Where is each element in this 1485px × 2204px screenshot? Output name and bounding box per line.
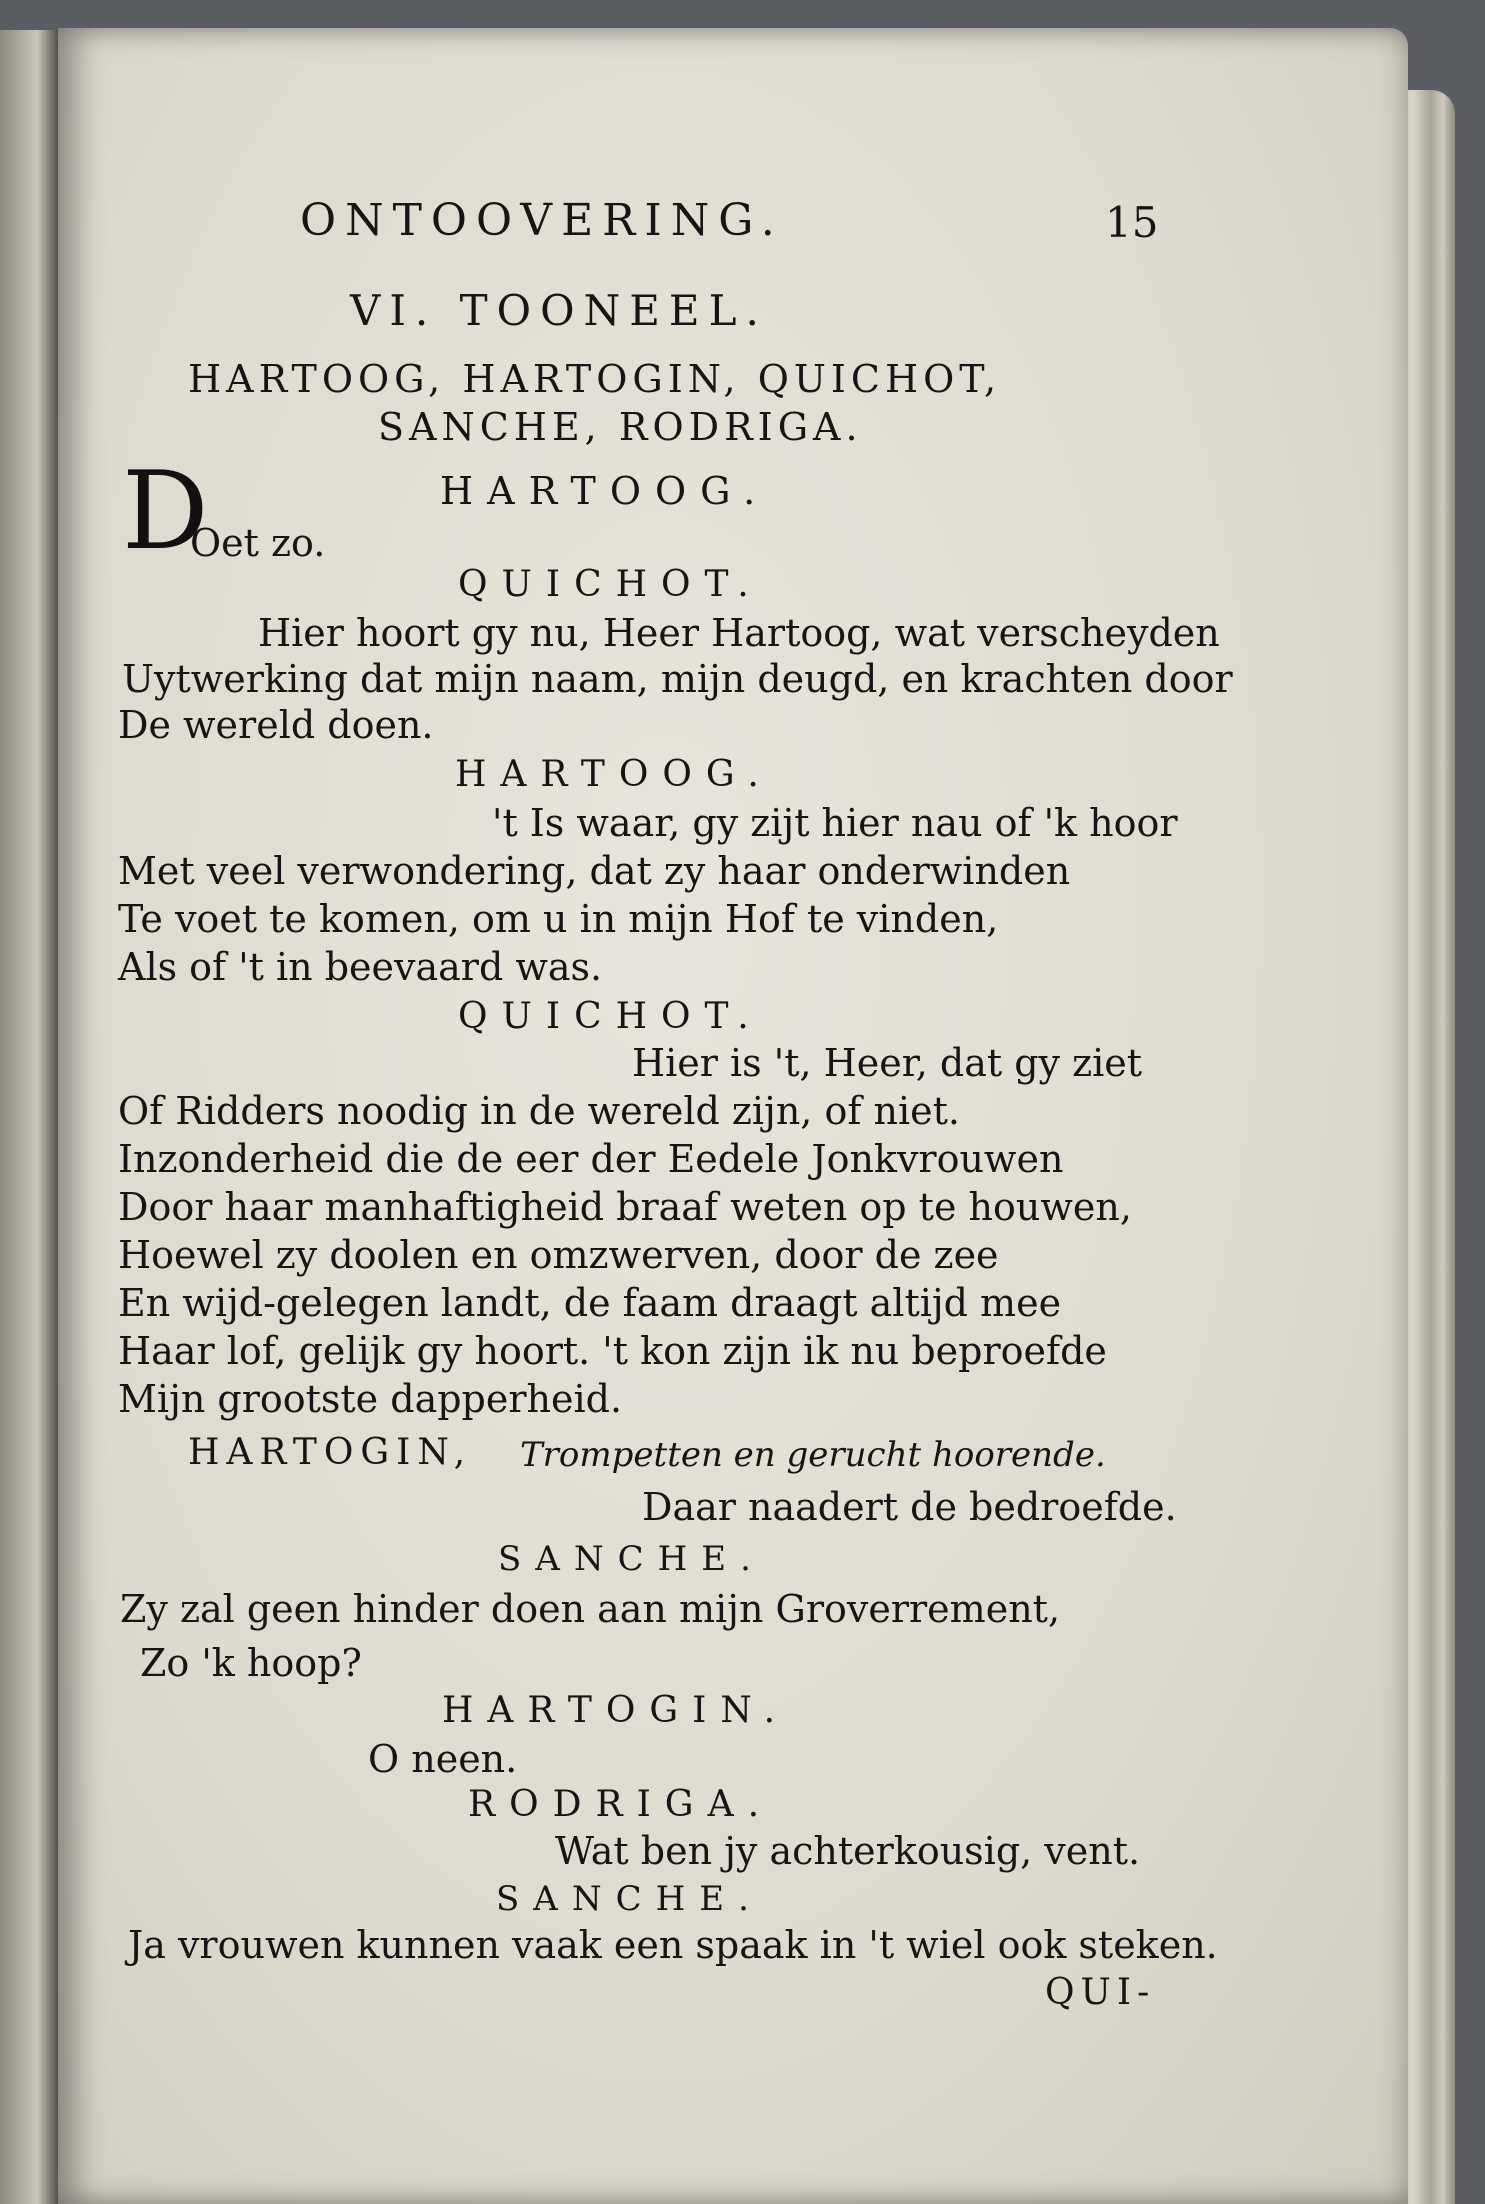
line-3: Uytwerking dat mijn naam, mijn deugd, en krachten door [122,657,1233,701]
line-10: Of Ridders noodig in de wereld zijn, of niet. [118,1089,960,1133]
running-title: ONTOOVERING. [300,195,784,246]
line-1: Oet zo. [190,521,326,565]
line-19: Zo 'k hoop? [140,1641,362,1685]
speaker-rodriga: RODRIGA. [468,1784,774,1825]
characters-line-1: HARTOOG, HARTOGIN, QUICHOT, [188,357,1002,401]
line-7: Te voet te komen, om u in mijn Hof te vinden, [118,897,999,941]
speaker-hartoog: HARTOOG. [440,469,770,513]
scene-title: VI. TOONEEL. [350,286,768,335]
speaker-quichot: QUICHOT. [458,564,763,605]
line-21: Wat ben jy achterkousig, vent. [555,1829,1141,1873]
speaker-hartogin: HARTOGIN. [442,1690,790,1731]
line-11: Inzonderheid die de eer der Eedele Jonkvrouwen [118,1137,1064,1181]
line-6: Met veel verwondering, dat zy haar onderwinden [118,849,1071,893]
page-number: 15 [1105,198,1159,247]
speaker-quichot: QUICHOT. [458,996,763,1037]
characters-line-2: SANCHE, RODRIGA. [378,405,863,449]
line-17: Daar naadert de bedroefde. [642,1485,1177,1529]
line-18: Zy zal geen hinder doen aan mijn Groverrement, [120,1587,1061,1631]
line-9: Hier is 't, Heer, dat gy ziet [632,1041,1143,1085]
line-20: O neen. [368,1737,518,1781]
speaker-hartoog: HARTOOG. [455,754,773,795]
line-5: 't Is waar, gy zijt hier nau of 'k hoor [492,801,1178,845]
line-4: De wereld doen. [118,703,434,747]
catchword: QUI- [1045,1972,1156,2013]
line-16: Mijn grootste dapperheid. [118,1377,623,1421]
speaker-sanche: SANCHE. [498,1539,765,1579]
speaker-sanche: SANCHE. [496,1879,763,1919]
line-22: Ja vrouwen kunnen vaak een spaak in 't wiel ook steken. [128,1923,1218,1967]
stage-direction: Trompetten en gerucht hoorende. [520,1435,1106,1475]
speaker-hartogin: HARTOGIN, [188,1432,473,1473]
drop-cap: D [122,449,209,574]
line-15: Haar lof, gelijk gy hoort. 't kon zijn ik nu beproefde [118,1329,1107,1373]
line-8: Als of 't in beevaard was. [118,945,603,989]
line-13: Hoewel zy doolen en omzwerven, door de zee [118,1233,999,1277]
left-page-edge [0,30,62,2204]
line-12: Door haar manhaftigheid braaf weten op te houwen, [118,1185,1132,1229]
line-14: En wijd-gelegen landt, de faam draagt altijd mee [118,1281,1062,1325]
line-2: Hier hoort gy nu, Heer Hartoog, wat verscheyden [258,611,1220,655]
